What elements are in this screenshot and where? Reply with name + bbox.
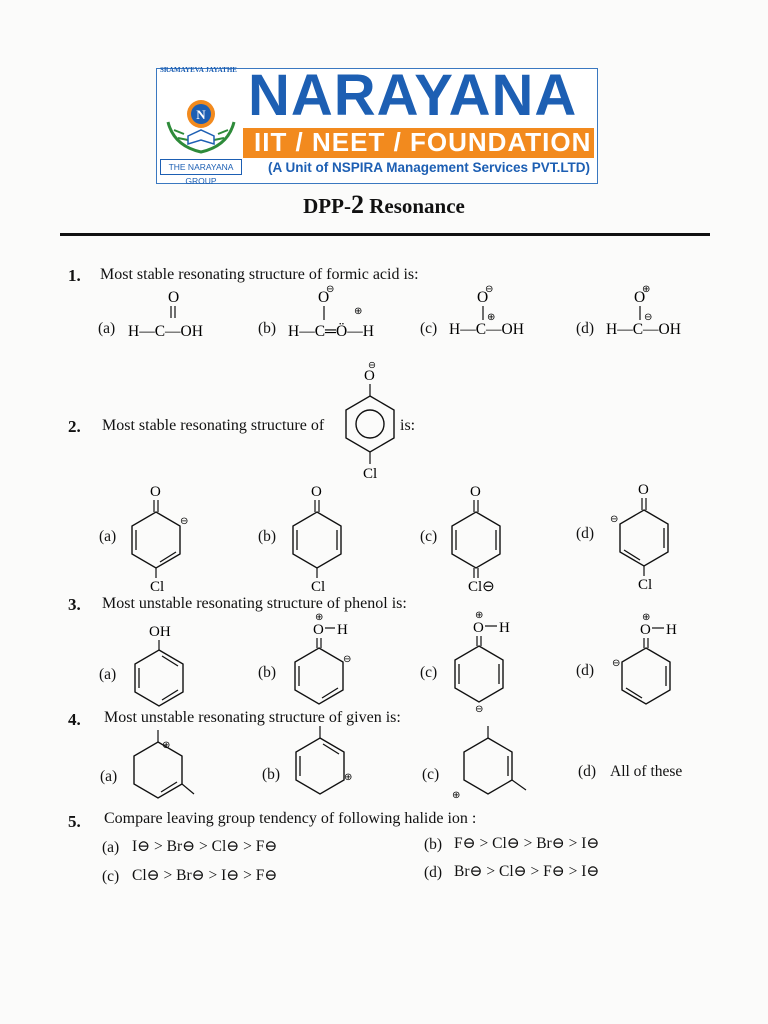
brand-subtitle: (A Unit of NSPIRA Management Services PVT.LTD) [268, 160, 591, 175]
q2a-minus: ⊖ [180, 516, 189, 527]
title-number: 2 [350, 190, 364, 219]
title-topic: Resonance [363, 194, 465, 218]
q3-option-c-structure [445, 608, 535, 717]
q3-option-c-label: (c) [420, 664, 438, 681]
q5-option-d-text: Br⊖ > Cl⊖ > F⊖ > I⊖ [454, 863, 600, 880]
q1-option-b-label: (b) [258, 320, 277, 337]
q2a-oxygen: O [150, 484, 161, 500]
q5-option-c-label: (c) [102, 868, 120, 885]
q2-chlorine: Cl [363, 466, 378, 482]
q2b-chlorine: Cl [311, 579, 326, 595]
q1c-minus: ⊖ [485, 284, 494, 295]
q2-option-a-structure [122, 478, 202, 599]
q4-option-d-text: All of these [610, 763, 683, 780]
q2-option-b-label: (b) [258, 528, 277, 545]
q3c-oxygen: O [473, 620, 484, 636]
q1c-plus: ⊕ [487, 312, 496, 323]
q1-option-c-structure [449, 278, 549, 349]
q5-option-c-text: Cl⊖ > Br⊖ > I⊖ > F⊖ [132, 867, 278, 884]
q3-option-a-structure [125, 620, 205, 715]
question-1-text: Most stable resonating structure of formic acid is: [100, 266, 419, 283]
q3b-hydrogen: H [337, 622, 348, 638]
question-3-number: 3. [68, 595, 81, 614]
q3d-oxygen: O [640, 622, 651, 638]
narayana-emblem-icon [160, 66, 242, 158]
q5-option-a-text: I⊖ > Br⊖ > Cl⊖ > F⊖ [132, 838, 278, 855]
q3c-hydrogen: H [499, 620, 510, 636]
q2-phenoxide-structure [338, 358, 404, 487]
q3d-hydrogen: H [666, 622, 677, 638]
q2-option-b-structure [283, 478, 363, 599]
question-5-text: Compare leaving group tendency of following halide ion : [104, 810, 477, 827]
q4-option-c-label: (c) [422, 766, 440, 783]
q2a-chlorine: Cl [150, 579, 165, 595]
title-prefix: DPP- [303, 194, 351, 218]
q1a-oxygen: O [168, 289, 180, 306]
q4-option-b-label: (b) [262, 766, 281, 783]
q2d-minus: ⊖ [610, 514, 619, 525]
q1d-plus: ⊕ [642, 284, 651, 295]
question-1-number: 1. [68, 266, 81, 285]
brand-tagline: IIT / NEET / FOUNDATION [254, 127, 592, 157]
q1-option-d-structure [606, 278, 706, 349]
q2-option-c-label: (c) [420, 528, 438, 545]
q3-option-a-label: (a) [99, 666, 117, 683]
q2-option-d-label: (d) [576, 525, 595, 542]
q4-option-b-structure [286, 724, 366, 805]
q2c-oxygen: O [470, 484, 481, 500]
question-2-number: 2. [68, 417, 81, 436]
q3b-oxygen: O [313, 622, 324, 638]
q1-option-a-label: (a) [98, 320, 116, 337]
q3b-plus: ⊕ [315, 612, 324, 623]
q4a-plus: ⊕ [162, 740, 171, 751]
q1b-plus: ⊕ [354, 306, 363, 317]
q1c-oxygen: O [477, 289, 489, 306]
q2c-chlorine: Cl⊖ [468, 579, 495, 595]
q3b-minus: ⊖ [343, 654, 352, 665]
q4-option-a-structure [124, 728, 204, 809]
q1-option-d-label: (d) [576, 320, 595, 337]
q3c-minus: ⊖ [475, 704, 484, 715]
emblem-letter: N [196, 107, 206, 122]
page-title [0, 190, 768, 220]
q2-option-c-structure [442, 478, 522, 599]
q2-option-a-label: (a) [99, 528, 117, 545]
q1b-formula: H—C═Ö—H [288, 323, 374, 340]
q1-option-b-structure [288, 280, 408, 351]
q3-option-b-structure [285, 612, 375, 713]
q4c-plus: ⊕ [452, 790, 461, 801]
q4b-plus: ⊕ [344, 772, 353, 783]
brand-name: NARAYANA [248, 63, 578, 128]
q1a-formula: H—C—OH [128, 323, 203, 340]
q1d-formula: H—C—OH [606, 321, 681, 338]
q1b-minus: ⊖ [326, 284, 335, 295]
question-2-text: Most stable resonating structure of [102, 417, 325, 434]
q2d-oxygen: O [638, 482, 649, 498]
emblem-arc-text: SRAMAYEVA JAYATHE [160, 66, 237, 74]
q5-option-b-text: F⊖ > Cl⊖ > Br⊖ > I⊖ [454, 835, 600, 852]
q3c-plus: ⊕ [475, 610, 484, 621]
q3a-oh: OH [149, 624, 171, 640]
q1d-minus: ⊖ [644, 312, 653, 323]
logo-group-label: THE NARAYANA GROUP [160, 159, 242, 175]
q3-option-d-label: (d) [576, 662, 595, 679]
question-3-text: Most unstable resonating structure of phenol is: [102, 595, 407, 612]
q4-option-c-structure [448, 724, 538, 809]
q4-option-a-label: (a) [100, 768, 118, 785]
q1c-formula: H—C—OH [449, 321, 524, 338]
q5-option-b-label: (b) [424, 836, 443, 853]
question-4-text: Most unstable resonating structure of given is: [104, 709, 401, 726]
q2b-oxygen: O [311, 484, 322, 500]
q2-oxygen: O [364, 368, 375, 384]
q3d-minus: ⊖ [612, 658, 621, 669]
q3-option-d-structure [612, 612, 702, 713]
q3d-plus: ⊕ [642, 612, 651, 623]
q5-option-d-label: (d) [424, 864, 443, 881]
q1-option-c-label: (c) [420, 320, 438, 337]
q1b-oxygen: O [318, 289, 330, 306]
q2-option-d-structure [610, 476, 690, 597]
q1d-oxygen: O [634, 289, 646, 306]
question-5-number: 5. [68, 812, 81, 831]
question-4-number: 4. [68, 710, 81, 729]
q5-option-a-label: (a) [102, 839, 120, 856]
q4-option-d-label: (d) [578, 763, 597, 780]
q1-option-a-structure [128, 284, 238, 351]
q2-minus: ⊖ [368, 361, 376, 371]
title-divider [60, 233, 710, 236]
q3-option-b-label: (b) [258, 664, 277, 681]
question-2-text-end: is: [400, 417, 416, 434]
q2d-chlorine: Cl [638, 577, 653, 593]
